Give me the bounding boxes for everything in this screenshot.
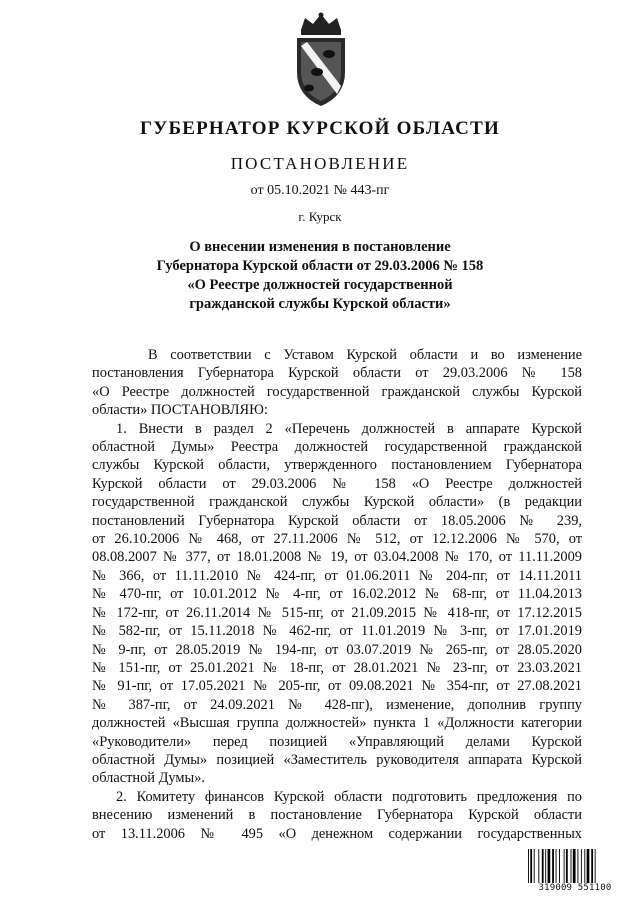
text-line: № 582-пг, от 15.11.2018 № 462-пг, от 11.01.2019 № 3-пг, от 17.01.2019 (92, 623, 582, 640)
text-line: № 172-пг, от 26.11.2014 № 515-пг, от 21.09.2015 № 418-пг, от 17.12.2015 (92, 604, 582, 621)
document-date-number: от 05.10.2021 № 443-пг (250, 183, 390, 198)
text-line: от 13.11.2006 № 495 «О денежном содержании государственных (92, 825, 582, 842)
subject-line: гражданской службы Курской области» (189, 296, 451, 312)
text-line: областной Думы» Реестра должностей государственной гражданской (92, 439, 582, 456)
text-line: № 91-пг, от 17.05.2021 № 205-пг, от 09.08.2021 № 354-пг, от 27.08.2021 (92, 678, 582, 695)
text-line: Курской области от 29.03.2006 № 158 «О Реестре должностей (92, 475, 582, 492)
text-line: от 26.10.2006 № 468, от 27.11.2006 № 512, от 12.12.2006 № 570, от (92, 531, 582, 548)
document-body (92, 346, 582, 843)
text-line: № 151-пг, от 25.01.2021 № 18-пг, от 28.01.2021 № 23-пг, от 23.03.2021 (92, 659, 582, 676)
subject-line: О внесении изменения в постановление (189, 239, 451, 255)
document-type-heading: ПОСТАНОВЛЕНИЕ (230, 154, 410, 173)
subject-line: «О Реестре должностей государственной (187, 277, 453, 293)
text-line: должностей «Высшая группа должностей» пункта 1 «Должности категории (92, 715, 582, 732)
text-line: В соответствии с Уставом Курской области и во изменение (148, 347, 582, 363)
text-line: службы Курской области, утвержденного постановлением Губернатора (92, 457, 582, 474)
text-line: № 470-пг, от 10.01.2012 № 4-пг, от 16.02.2012 № 68-пг, от 11.04.2013 (92, 586, 582, 603)
text-line: № 366, от 11.11.2010 № 424-пг, от 01.06.2011 № 204-пг, от 14.11.2011 (92, 567, 582, 584)
text-line: внесению изменений в постановление Губернатора Курской области (92, 807, 582, 824)
text-line: № 9-пг, от 28.05.2019 № 194-пг, от 03.07.2019 № 265-пг, от 28.05.2020 (92, 641, 582, 658)
text-line: области» ПОСТАНОВЛЯЮ: (92, 402, 268, 419)
text-line: государственной гражданской службы Курской области» (в редакции (92, 494, 582, 511)
text-line: 08.08.2007 № 377, от 18.01.2008 № 19, от 03.04.2008 № 170, от 11.11.2009 (92, 549, 582, 566)
text-line: областной Думы». (92, 770, 205, 787)
text-line: 2. Комитету финансов Курской области подготовить предложения по (116, 788, 582, 805)
barcode-number: 319009 551100 (527, 883, 623, 893)
preamble-paragraph (92, 346, 582, 420)
text-line: постановлений Губернатора Курской области от 18.05.2006 № 239, (92, 512, 582, 529)
text-line: № 387-пг, от 24.09.2021 № 428-пг), изменение, дополнив группу (92, 696, 582, 713)
text-line: постановления Губернатора Курской области от 29.03.2006 № 158 (92, 365, 582, 382)
text-line: «Руководители» перед позицией «Управляющий делами Курской (92, 733, 582, 750)
text-line: 1. Внести в раздел 2 «Перечень должностей в аппарате Курской (116, 420, 582, 437)
issuing-authority-title: ГУБЕРНАТОР КУРСКОЙ ОБЛАСТИ (140, 118, 500, 139)
clause-2-paragraph (92, 788, 582, 843)
document-place: г. Курск (298, 209, 342, 224)
clause-1-paragraph (92, 420, 582, 788)
document-subject (0, 238, 640, 314)
text-line: областной Думы» позицией «Заместитель руководителя аппарата Курской (92, 751, 582, 768)
subject-line: Губернатора Курской области от 29.03.2006 № 158 (156, 258, 484, 274)
coat-of-arms-emblem (293, 10, 349, 110)
text-line: «О Реестре должностей государственной гражданской службы Курской (92, 383, 582, 400)
